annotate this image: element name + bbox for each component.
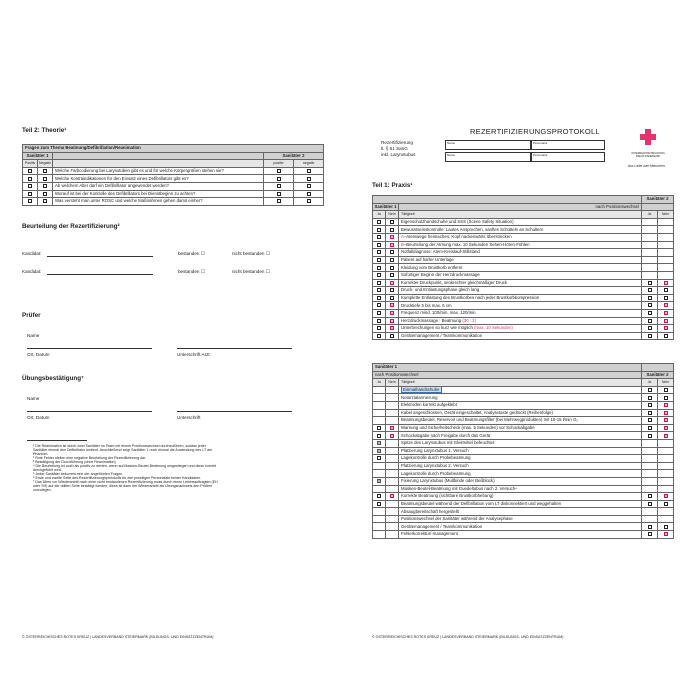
task-text: Unterbrechungen so kurz wie möglich (max. 10 Sekunden) <box>399 325 642 333</box>
examiner-name-line[interactable] <box>27 348 152 349</box>
checkbox[interactable] <box>377 296 381 300</box>
practice-row <box>373 424 674 432</box>
checkbox[interactable] <box>43 177 47 181</box>
checkbox[interactable] <box>390 228 394 232</box>
task-text: Beatmungsbeutel während der Defibrillation vom LT diskonnektiert und weggehalten <box>399 500 642 508</box>
practice-row <box>373 417 674 425</box>
checkbox-negative[interactable] <box>664 494 668 498</box>
task-text: Absaugbereitschaft hergestellt <box>399 508 642 516</box>
checkbox[interactable] <box>648 502 652 506</box>
checkbox[interactable] <box>377 311 381 315</box>
practice-row <box>373 531 674 539</box>
checkbox[interactable] <box>664 288 668 292</box>
checkbox-grey[interactable] <box>377 449 381 453</box>
candidate-name-line[interactable] <box>47 274 153 275</box>
practice-row <box>373 271 674 279</box>
checkbox-negative[interactable] <box>390 303 394 307</box>
checkbox-negative[interactable] <box>390 494 394 498</box>
task-text: Positionswechsel der Sanitäter während der Analysephase <box>399 515 642 523</box>
header-line: inkl. Larynxtubus <box>381 152 416 157</box>
checkbox[interactable] <box>377 250 381 254</box>
footnote-line: Phantom. <box>33 452 49 456</box>
checkbox[interactable] <box>648 311 652 315</box>
personnel-number-field-2[interactable] <box>531 152 605 162</box>
header-line: lt. § 51 SanG <box>381 146 408 151</box>
theory-row <box>23 190 324 198</box>
practice-row <box>373 477 674 485</box>
candidate-label: Kandidat: <box>22 251 42 256</box>
practice-row <box>373 332 674 340</box>
checkbox[interactable] <box>648 418 652 422</box>
checkbox[interactable] <box>377 494 381 498</box>
col-ja: Ja <box>373 211 386 219</box>
checkbox-negative[interactable] <box>664 434 668 438</box>
task-text: Druck- und Entlastungsphase gleich lang <box>399 287 642 295</box>
col-task: Tätigkeit <box>399 211 642 219</box>
checkbox[interactable] <box>277 192 281 196</box>
task-text: Warnung und Sicherheitscheck (max. 5 Sekunden) vor Schockabgabe <box>399 424 642 432</box>
checkbox[interactable] <box>43 184 47 188</box>
san1-header: Sanitäter 1 <box>373 364 642 372</box>
practice-row <box>373 309 674 317</box>
persnr-field-label: Personalnr. <box>533 141 549 145</box>
task-text: Notarztalarmierung <box>399 394 642 402</box>
practice-name-label: Name <box>27 396 40 401</box>
checkbox[interactable] <box>28 177 32 181</box>
practice-row <box>373 515 674 523</box>
practice-row <box>373 226 674 234</box>
footnote-line: ¹ Die Reanimation ist durch zwei Sanitäter im Team mit einem Positionswechsel durchzuführen, sodass jeder <box>33 444 206 448</box>
checkbox[interactable] <box>307 199 311 203</box>
practice-row <box>373 401 674 409</box>
checkbox-negative[interactable] <box>390 426 394 430</box>
checkbox[interactable] <box>648 494 652 498</box>
theory-question: Ab welchem Alter darf ein Defibrillator angewendet werden? <box>53 182 264 190</box>
checkbox[interactable] <box>28 192 32 196</box>
task-text: Masken-Beutel-Beatmung mit Guedeltubus nach 2. Versuch⁴ <box>399 485 642 493</box>
name-field-label: Name <box>447 153 456 157</box>
checkbox[interactable] <box>377 334 381 338</box>
checkbox[interactable] <box>648 288 652 292</box>
task-text: Kleidung vom Brustkorb entfernt <box>399 264 642 272</box>
practice-row <box>373 508 674 516</box>
checkbox[interactable] <box>377 288 381 292</box>
logo-text: ÖSTERREICHISCHES ROTES KREUZ STEIERMARK <box>631 152 665 158</box>
task-text: Drucktiefe 5 bis max. 6 cm <box>399 302 642 310</box>
name-field-label: Name <box>447 141 456 145</box>
checkbox[interactable] <box>28 184 32 188</box>
checkbox[interactable] <box>377 228 381 232</box>
right-footer: © ÖSTERREICHISCHES ROTES KREUZ | LANDESVERBAND STEIERMARK (BILDUNGS- UND EINSATZZENTRUM) <box>372 635 564 639</box>
checkbox-negative[interactable] <box>664 411 668 415</box>
theory-row <box>23 167 324 175</box>
checkbox[interactable] <box>277 177 281 181</box>
practice-row <box>373 439 674 447</box>
theory-san1-header: Sanitäter 1 <box>23 152 53 160</box>
practice-name-line[interactable] <box>27 411 152 412</box>
checkbox[interactable] <box>377 434 381 438</box>
task-text: Kabel angeschlossen, Gerät eingeschaltet, Analysetaste gedrückt (Reihenfolge) <box>399 409 642 417</box>
checkbox[interactable] <box>390 288 394 292</box>
task-text: Notfalldiagnose: Atem-Kreislauf-Stillstand <box>399 249 642 257</box>
theory-section-title: Teil 2: Theorie¹ <box>22 127 67 134</box>
footnotes <box>33 444 218 492</box>
practice-row <box>373 218 674 226</box>
practice-table-1 <box>372 195 674 340</box>
checkbox-negative[interactable] <box>664 418 668 422</box>
practice-row <box>373 447 674 455</box>
checkbox-negative[interactable] <box>664 281 668 285</box>
highlighted-task[interactable]: Einmalhandschuhe <box>403 387 440 393</box>
checkbox[interactable] <box>377 258 381 262</box>
checkbox[interactable] <box>648 388 652 392</box>
practice-row <box>373 249 674 257</box>
header-left-text <box>381 140 415 158</box>
checkbox[interactable] <box>390 220 394 224</box>
practice-row <box>373 233 674 241</box>
checkbox[interactable] <box>664 334 668 338</box>
after-switch-label: nach Positionswechsel <box>373 371 642 379</box>
checkbox-negative[interactable] <box>390 319 394 323</box>
passed-option[interactable]: bestanden ☐ <box>178 251 205 256</box>
task-text: Spitze des Larynxtubus mit Gleitmittel befeuchtet <box>399 439 642 447</box>
san1-header: Sanitäter 1 <box>373 203 399 211</box>
task-text: Korrekter Druckpunkt, senkrechter gleichmäßiger Druck <box>399 279 642 287</box>
checkbox[interactable] <box>377 426 381 430</box>
checkbox[interactable] <box>307 169 311 173</box>
theory-row <box>23 175 324 183</box>
practice-row <box>373 302 674 310</box>
practice-row <box>373 409 674 417</box>
theory-san2-header: Sanitäter 2 <box>264 152 324 160</box>
checkbox-negative[interactable] <box>390 281 394 285</box>
signature-doctor-line[interactable] <box>177 348 292 349</box>
header-line: Rezertifizierung <box>381 140 413 145</box>
checkbox[interactable] <box>28 199 32 203</box>
col-positiv-2: positiv <box>264 160 294 168</box>
checkbox[interactable] <box>390 334 394 338</box>
practice-row <box>373 325 674 333</box>
task-text <box>399 386 642 394</box>
task-text: Herzdruckmassage : Beatmung (30 : 2) <box>399 317 642 325</box>
practice-row <box>373 264 674 272</box>
practice-section-title: Teil 1: Praxis¹ <box>372 182 413 189</box>
theory-row <box>23 182 324 190</box>
checkbox[interactable] <box>390 266 394 270</box>
checkbox[interactable] <box>43 199 47 203</box>
checkbox[interactable] <box>377 319 381 323</box>
red-cross-logo <box>628 127 668 158</box>
checkbox[interactable] <box>664 388 668 392</box>
theory-row <box>23 198 324 206</box>
checkbox-negative[interactable] <box>390 434 394 438</box>
checkbox[interactable] <box>648 396 652 400</box>
checkbox-negative[interactable] <box>390 326 394 330</box>
checkbox[interactable] <box>307 184 311 188</box>
footnote-line: vorzulegen. <box>33 488 52 492</box>
task-text: Lagekontrolle durch Probebeatmung <box>399 455 642 463</box>
practice-signature-line[interactable] <box>177 411 292 412</box>
checkbox[interactable] <box>648 326 652 330</box>
checkbox[interactable] <box>377 281 381 285</box>
practice-row <box>373 523 674 531</box>
examiner-place-date-label: Ort, Datum <box>27 352 50 357</box>
col-nein: Nein <box>658 211 674 219</box>
col-negativ-2: negativ <box>294 160 324 168</box>
checkbox[interactable] <box>377 243 381 247</box>
personnel-number-field-1[interactable] <box>531 140 605 150</box>
task-text: Bewusstseinskontrolle: Lautes Ansprechen, sanftes Schütteln an Schultern <box>399 226 642 234</box>
checkbox[interactable] <box>648 532 652 536</box>
task-text: A–Atemwege freimachen: Kopf nackenwärts überstrecken <box>399 233 642 241</box>
checkbox[interactable] <box>307 177 311 181</box>
slogan: Aus Liebe zum Menschen. <box>628 164 666 168</box>
checkbox-negative[interactable] <box>390 243 394 247</box>
checkbox[interactable] <box>648 296 652 300</box>
checkbox[interactable] <box>390 296 394 300</box>
practice-row <box>373 386 674 394</box>
task-text: Platzierung Larynxtubus 1. Versuch <box>399 447 642 455</box>
checkbox[interactable] <box>43 169 47 173</box>
theory-table <box>22 144 324 206</box>
footnote-line: ² Rote Felder stellen eine negative Beurteilung der Rezertifizierung dar. <box>33 456 147 460</box>
practice-table-2 <box>372 363 674 539</box>
task-text: Eigenschutzhandschuhe und SSS (Scene Safety Situation) <box>399 218 642 226</box>
practice-row <box>373 493 674 501</box>
footnote-divider <box>27 440 87 441</box>
checkbox[interactable] <box>648 525 652 529</box>
checkbox[interactable] <box>277 169 281 173</box>
signature-doctor-label: Unterschrift Arzt <box>177 352 210 357</box>
checkbox-negative[interactable] <box>664 326 668 330</box>
checkbox-grey[interactable] <box>377 479 381 483</box>
task-text: Fehlerkorrektur/-management <box>399 531 642 539</box>
col-ja: Ja <box>642 211 658 219</box>
not-passed-option[interactable]: nicht bestanden ☐ <box>232 269 270 274</box>
practice-row <box>373 455 674 463</box>
practice-row <box>373 241 674 249</box>
checkbox-negative[interactable] <box>664 532 668 536</box>
checkbox[interactable] <box>390 250 394 254</box>
checkbox[interactable] <box>43 192 47 196</box>
practice-signature-label: Unterschrift <box>177 415 201 420</box>
footnote-line: ⁷ Das Üben vor Wiederantritt nach einer nicht bestandenen Rezertifizierung muss durch einen Lehrbeauftragten (EH <box>33 480 218 484</box>
checkbox[interactable] <box>648 334 652 338</box>
checkbox[interactable] <box>377 266 381 270</box>
col-nein: Nein <box>658 379 674 387</box>
san2-header: Sanitäter 2 <box>642 196 674 204</box>
footnote-line: durchgeführt wird. <box>33 468 62 472</box>
footnote-line: ³ Bestätigung der Durchführung (ohne Reanimation) <box>33 460 116 464</box>
checkbox[interactable] <box>648 319 652 323</box>
col-ja: Ja <box>373 379 386 387</box>
task-text: Fixierung Larynxtubus (Mullbinde oder Beßblock) <box>399 477 642 485</box>
checkbox[interactable] <box>390 273 394 277</box>
checkbox[interactable] <box>28 169 32 173</box>
task-text: Elektroden korrekt aufgeklebt <box>399 401 642 409</box>
col-task: Tätigkeit <box>399 379 642 387</box>
footnote-line: ⁶ Erste und zweite Seite des Rezertifizierungsprotokolls für den jeweiligen Personalakt beider Kandidaten. <box>33 476 202 480</box>
practice-row <box>373 294 674 302</box>
task-text: Gerätemanagement / Teamkommunikation <box>399 332 642 340</box>
examiner-name-label: Name <box>27 333 40 338</box>
task-text: Beatmungsbeutel, Reservoir und Beatmungsfilter (bei Mehrwegprodukten) mit 10-15 l/min O₂ <box>399 417 642 425</box>
red-cross-icon <box>628 127 668 147</box>
checkbox[interactable] <box>648 281 652 285</box>
col-positiv: Positiv <box>23 160 38 168</box>
practice-row <box>373 462 674 470</box>
checkbox[interactable] <box>648 434 652 438</box>
footnote-line: ⁵ Jeder Sanitäter bekommt eine der angeführten Fragen. <box>33 472 124 476</box>
candidate-name-line[interactable] <box>47 256 153 257</box>
task-text: Frequenz mind. 100/min, max. 120/min <box>399 309 642 317</box>
task-text: Sofortiger Beginn der Herzdruckmassage <box>399 271 642 279</box>
after-switch-label: nach Positionswechsel <box>399 203 642 211</box>
checkbox[interactable] <box>648 403 652 407</box>
theory-question: Worauf ist bei der Kontrolle des Defibrillators bei Dienstbeginn zu achten? <box>53 190 264 198</box>
practice-row <box>373 485 674 493</box>
checkbox[interactable] <box>277 199 281 203</box>
checkbox[interactable] <box>377 235 381 239</box>
practice-row <box>373 287 674 295</box>
checkbox[interactable] <box>664 502 668 506</box>
col-nein: Nein <box>386 211 399 219</box>
checkbox-negative[interactable] <box>390 311 394 315</box>
practice-row <box>373 317 674 325</box>
checkbox[interactable] <box>390 258 394 262</box>
assessment-title: Beurteilung der Rezertifizierung² <box>22 223 120 230</box>
checkbox[interactable] <box>307 192 311 196</box>
footnote-line: oder SH) auf der dritten Seite bestätigt werden, diese ist dann bei Wiederantritt als Übungsnachweis den Prüfern <box>33 484 213 488</box>
practice-row <box>373 500 674 508</box>
task-text: Gerätemanagement / Teamkommunikation <box>399 523 642 531</box>
checkbox-negative[interactable] <box>390 235 394 239</box>
checkbox[interactable] <box>377 273 381 277</box>
practice-row <box>373 470 674 478</box>
checkbox[interactable] <box>277 184 281 188</box>
col-negativ: Negativ <box>38 161 52 166</box>
checkbox[interactable] <box>648 303 652 307</box>
checkbox-negative[interactable] <box>664 403 668 407</box>
practice-place-date-label: Ort, Datum <box>27 415 50 420</box>
checkbox[interactable] <box>377 456 381 460</box>
checkbox[interactable] <box>377 326 381 330</box>
protocol-title: REZERTIFIZIERUNGSPROTOKOLL <box>470 127 600 136</box>
task-text: Platzierung Larynxtubus 2. Versuch <box>399 462 642 470</box>
checkbox[interactable] <box>648 411 652 415</box>
task-text: Patient auf harter Unterlage <box>399 256 642 264</box>
checkbox[interactable] <box>664 296 668 300</box>
task-text: Komplette Entlastung des Brustkorbes nach jeder Brustkorbkompression <box>399 294 642 302</box>
practice-row <box>373 279 674 287</box>
checkbox-negative[interactable] <box>664 426 668 430</box>
not-passed-option[interactable]: nicht bestanden ☐ <box>232 251 270 256</box>
task-text: Lagekontrolle durch Probebeatmung <box>399 470 642 478</box>
theory-question: Welche Kontraindikationen für den Einsatz eines Defibrillators gibt es? <box>53 175 264 183</box>
checkbox[interactable] <box>377 220 381 224</box>
checkbox[interactable] <box>664 396 668 400</box>
practice-row <box>373 256 674 264</box>
passed-option[interactable]: bestanden ☐ <box>178 269 205 274</box>
task-text: Schockabgabe nach Freigabe durch das Gerät <box>399 432 642 440</box>
practice-row <box>373 394 674 402</box>
theory-question: Welche Farbcodierung bei Larynxtuben gibt es und für welche Körpergrößen stehen sie? <box>53 167 264 175</box>
name-field-1[interactable] <box>445 140 531 150</box>
checkbox-negative[interactable] <box>664 319 668 323</box>
practice-confirmation-title: Übungsbestätigung⁷ <box>22 375 84 382</box>
name-field-2[interactable] <box>445 152 531 162</box>
checkbox-negative[interactable] <box>664 303 668 307</box>
theory-question: Was versteht man unter ROSC und welche Maßnahmen gehen damit einher? <box>53 198 264 206</box>
examiner-title: Prüfer <box>22 312 41 319</box>
left-footer: © ÖSTERREICHISCHES ROTES KREUZ | LANDESVERBAND STEIERMARK (BILDUNGS- UND EINSATZZENTRUM) <box>22 635 214 639</box>
checkbox[interactable] <box>648 426 652 430</box>
checkbox[interactable] <box>377 502 381 506</box>
footnote-line: ⁴ Die Beurteilung ist auch als positiv zu werten, wenn auf Masken-Beutel-Beatmung umgestiegen und diese korrekt <box>33 464 217 468</box>
theory-table-title: Fragen zum Thema Beatmung/Defibrillation/Reanimation <box>23 145 324 153</box>
task-text: Korrekte Beatmung (sichtbare Brustkorbhebung) <box>399 493 642 501</box>
checkbox[interactable] <box>664 525 668 529</box>
checkbox-grey[interactable] <box>377 441 381 445</box>
persnr-field-label: Personalnr. <box>533 153 549 157</box>
task-text: B–Beurteilung der Atmung max. 10 Sekunden Sehen-Hören-Fühlen <box>399 241 642 249</box>
san2-header: Sanitäter 2 <box>642 371 674 379</box>
practice-row <box>373 432 674 440</box>
footnote-line: Sanitäter einmal den Defibrillator bedient. Anschließend zeigt Sanitäter 1 noch einmal die Anwendung des LT am <box>33 448 213 452</box>
col-ja: Ja <box>642 379 658 387</box>
checkbox-negative[interactable] <box>664 311 668 315</box>
candidate-label: Kandidat: <box>22 269 42 274</box>
practice-page <box>350 0 700 700</box>
checkbox[interactable] <box>377 303 381 307</box>
col-nein: Nein <box>386 379 399 387</box>
